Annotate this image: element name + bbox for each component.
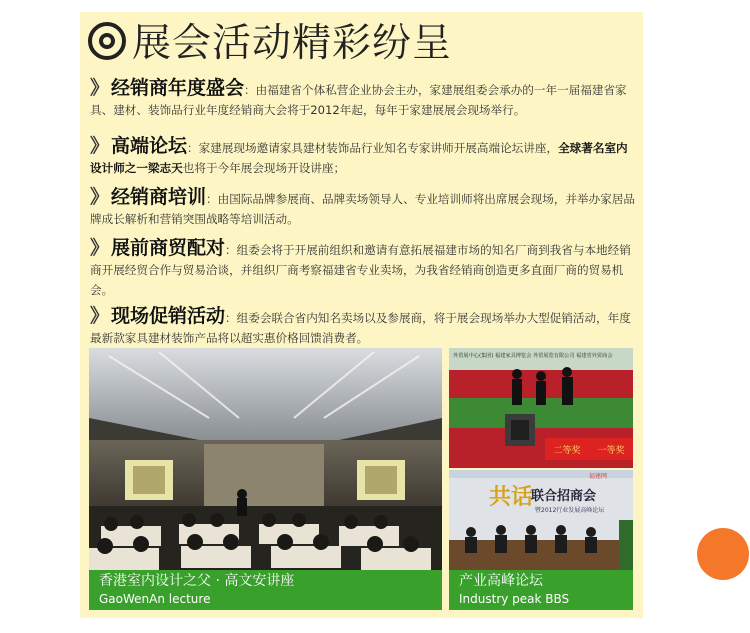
event-item-heading: 现场促销活动 — [111, 305, 226, 327]
page-title — [88, 16, 452, 72]
event-item-heading: 经销商年度盛会 — [111, 77, 245, 99]
photo-caption — [449, 570, 633, 610]
award-ceremony-image — [449, 348, 633, 468]
event-item-dealer-conference: 》 经销商年度盛会：由福建省个体私营企业协会主办，家建展组委会承办的一年一届福建省家具、建材、装饰品行业年度经销商大会将于2012年起，每年于家建展展会现场举行。 — [90, 77, 627, 117]
photo-award-ceremony — [449, 348, 633, 468]
event-item-desc-tail: 也将于今年展会现场开设讲座； — [182, 161, 346, 175]
chevron-right-icon: 》 — [90, 135, 110, 157]
forum-logo-text: 福建网 — [589, 473, 608, 480]
event-item-training: 》 经销商培训：由国际品牌参展商、品牌卖场领导人、专业培训师将出席展会现场，并举办家居品牌成长解析和营销突围战略等培训活动。 — [90, 186, 636, 226]
prize-second-label: 二等奖 — [553, 446, 581, 456]
caption-en: GaoWenAn lecture — [99, 592, 211, 606]
chevron-right-icon: 》 — [90, 77, 110, 99]
prize-first-label: 一等奖 — [597, 446, 625, 456]
backdrop-big-text: 共话 — [489, 485, 534, 510]
photo-lecture — [89, 348, 442, 610]
event-item-desc: 家建展现场邀请家具建材装饰品行业知名专家讲师开展高端论坛讲座， — [198, 141, 559, 155]
chevron-right-icon: 》 — [90, 305, 110, 327]
event-item-forum: 》 高端论坛：家建展现场邀请家具建材装饰品行业知名专家讲师开展高端论坛讲座，全球著名室内设计师之一梁志天也将于今年展会现场开设讲座； — [90, 135, 628, 175]
backdrop-title-text: 联合招商会 — [531, 489, 597, 504]
event-item-desc-highlight: 全球著名室内设计师之一梁志天 — [90, 141, 628, 175]
caption-zh: 香港室内设计之父 · 高文安讲座 — [99, 573, 295, 589]
page-title-text: 展会活动精彩纷呈 — [132, 21, 453, 66]
event-item-promotion: 》 现场促销活动：组委会联合省内知名卖场以及参展商，将于展会现场举办大型促销活动，年度最新款家具建材装饰产品将以超实惠价格回馈消费者。 — [90, 305, 631, 345]
event-item-heading: 高端论坛 — [111, 135, 188, 157]
orange-circle-decoration — [697, 528, 749, 580]
caption-en: Industry peak BBS — [459, 592, 570, 606]
event-item-heading: 展前商贸配对 — [111, 237, 226, 259]
event-item-desc: 由福建省个体私营企业协会主办，家建展组委会承办的一年一届福建省家具、建材、装饰品行业年度经销商大会将于2012年起，每年于家建展展会现场举行。 — [90, 83, 627, 117]
caption-zh: 产业高峰论坛 — [459, 573, 543, 589]
event-item-desc: 组委会将于开展前组织和邀请有意拓展福建市场的知名厂商到我省与本地经销商开展经贸合作与贸易洽谈，并组织厂商考察福建省专业卖场，为我省经销商创造更多直面厂商的贸易机会。 — [90, 243, 631, 297]
event-card — [80, 12, 643, 618]
photo-forum — [449, 470, 633, 610]
chevron-right-icon: 》 — [90, 186, 110, 208]
event-item-heading: 经销商培训 — [111, 186, 207, 208]
photo-caption — [89, 570, 442, 610]
event-item-desc: 组委会联合省内知名卖场以及参展商，将于展会现场举办大型促销活动，年度最新款家具建材装饰产品将以超实惠价格回馈消费者。 — [90, 311, 631, 345]
event-item-desc: 由国际品牌参展商、品牌卖场领导人、专业培训师将出席展会现场，并举办家居品牌成长解析和营销突围战略等培训活动。 — [90, 192, 636, 226]
backdrop-subtitle-text: 暨2012行业发展高峰论坛 — [535, 507, 605, 514]
event-item-matchmaking: 》 展前商贸配对：组委会将于开展前组织和邀请有意拓展福建市场的知名厂商到我省与本地经销商开展经贸合作与贸易洽谈，并组织厂商考察福建省专业卖场，为我省经销商创造更多直面厂商的贸易机会。 — [90, 237, 631, 297]
chevron-right-icon: 》 — [90, 237, 110, 259]
circle-bullet-icon — [88, 22, 126, 60]
banner-text: 外贸展中心(集团) 福建家具博览会 外贸展览有限公司 福建省外贸商会 — [453, 353, 613, 359]
